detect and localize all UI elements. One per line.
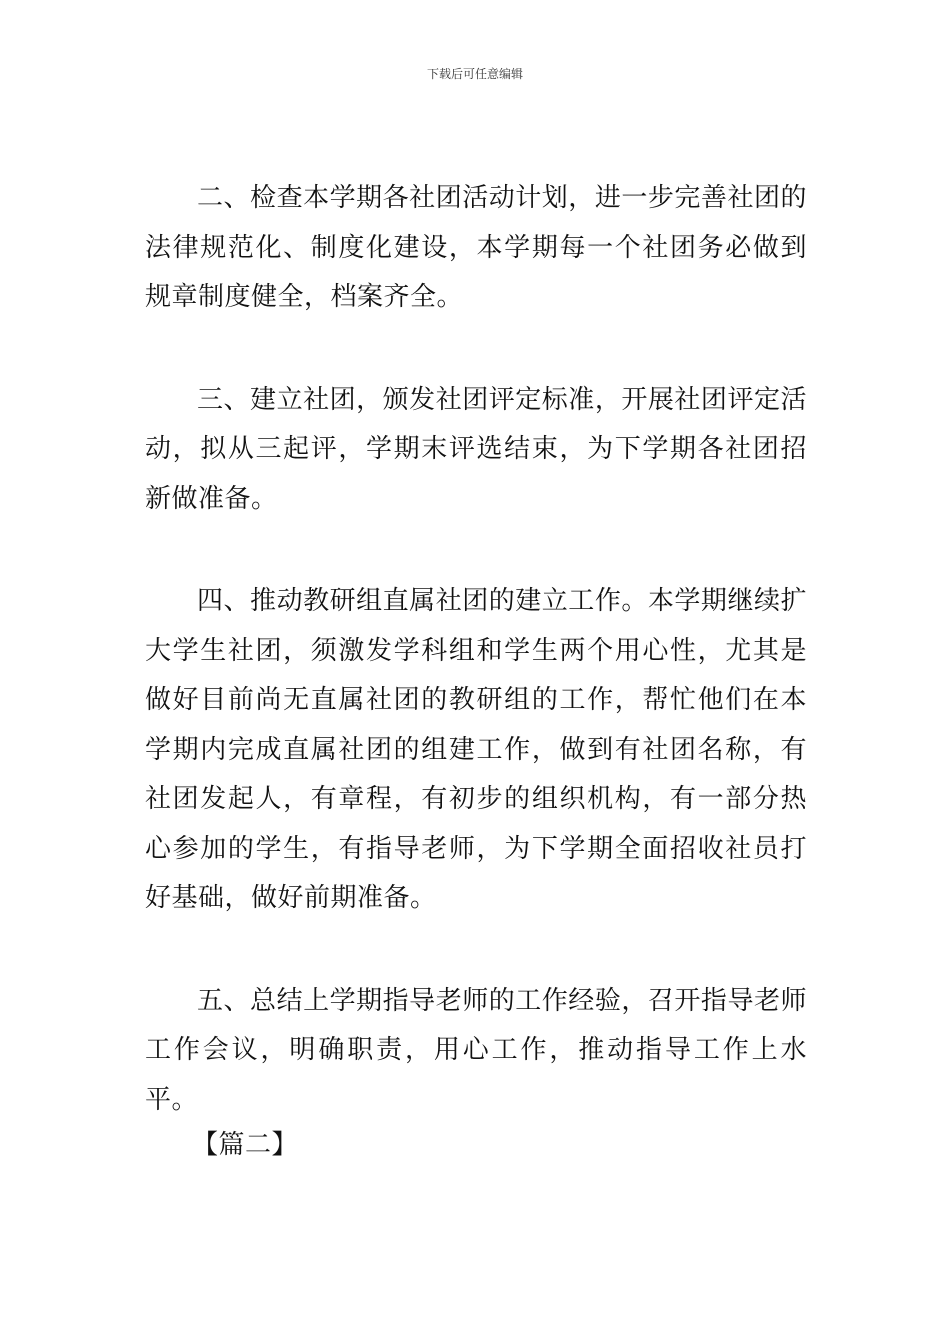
paragraph-3: 三、建立社团，颁发社团评定标准，开展社团评定活动，拟从三起评，学期末评选结束，为下学期各社团招新做准备。 bbox=[145, 384, 807, 514]
header-note: 下载后可任意编辑 bbox=[426, 67, 523, 81]
section-heading: 【篇二】 bbox=[192, 1130, 299, 1160]
paragraph-2: 二、检查本学期各社团活动计划，进一步完善社团的法律规范化、制度化建设，本学期每一个社团务必做到规章制度健全，档案齐全。 bbox=[145, 183, 807, 312]
document-body bbox=[145, 174, 807, 1125]
paragraph-4: 四、推动教研组直属社团的建立工作。本学期继续扩大学生社团，须激发学科组和学生两个用心性，尤其是做好目前尚无直属社团的教研组的工作，帮忙他们在本学期内完成直属社团的组建工作，做到有社团名称，有社团发起人，有章程，有初步的组织机构，有一部分热心参加的学生，有指导老师，为下学期全面招收社员打好基础，做好前期准备。 bbox=[145, 586, 807, 913]
paragraph-5: 五、总结上学期指导老师的工作经验，召开指导老师工作会议，明确职责，用心工作，推动指导工作上水平。 bbox=[145, 985, 807, 1115]
